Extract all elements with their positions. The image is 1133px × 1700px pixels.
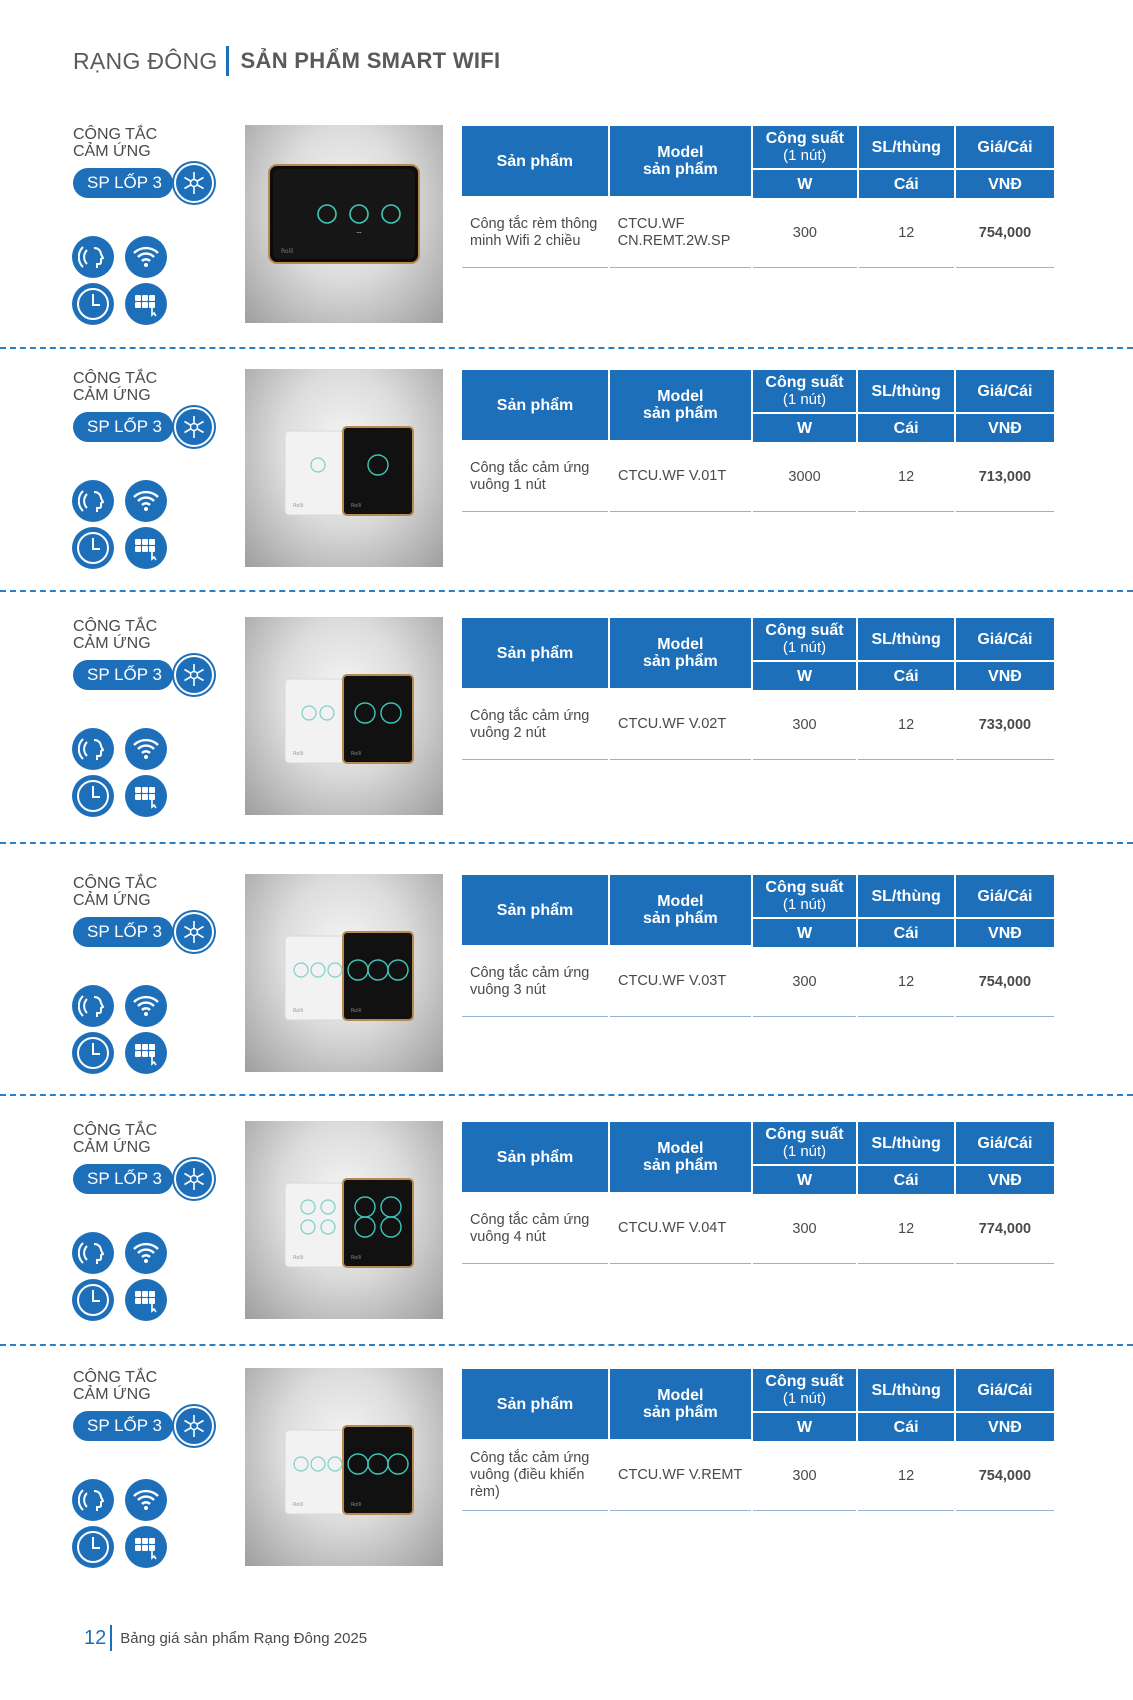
category-label: CÔNG TẮC CẢM ỨNG xyxy=(73,1369,158,1403)
unit-power: W xyxy=(753,414,857,442)
sp-layer-badge: SP LỐP 3 xyxy=(73,917,173,947)
product-block xyxy=(0,875,1133,1085)
snowflake-icon xyxy=(174,912,214,952)
table-row xyxy=(462,690,1054,760)
product-qty: 12 xyxy=(858,947,953,1017)
table-row xyxy=(462,1194,1054,1264)
footer-divider xyxy=(110,1625,112,1651)
product-block xyxy=(0,1122,1133,1332)
unit-price: VNĐ xyxy=(956,414,1054,442)
footer-text: Bảng giá sản phẩm Rạng Đông 2025 xyxy=(120,1629,368,1647)
app-grid-icon xyxy=(125,527,167,569)
col-model: Model sản phẩm xyxy=(610,126,752,198)
section-separator xyxy=(0,1094,1133,1096)
product-price: 774,000 xyxy=(956,1194,1054,1264)
unit-qty: Cái xyxy=(858,1413,953,1441)
product-model: CTCU.WF V.01T xyxy=(610,442,751,512)
product-name: Công tắc cảm ứng vuông 2 nút xyxy=(462,690,608,760)
col-price: Giá/Cái xyxy=(956,618,1054,662)
product-price: 713,000 xyxy=(956,442,1054,512)
col-product: Sản phẩm xyxy=(462,370,608,442)
product-model: CTCU.WF V.03T xyxy=(610,947,751,1017)
price-table xyxy=(460,1122,1056,1264)
col-qty: SL/thùng xyxy=(859,126,954,170)
col-product: Sản phẩm xyxy=(462,126,608,198)
col-product: Sản phẩm xyxy=(462,1122,608,1194)
product-power: 300 xyxy=(753,1441,857,1511)
app-grid-icon xyxy=(125,283,167,325)
table-row xyxy=(462,947,1054,1017)
product-name: Công tắc cảm ứng vuông 1 nút xyxy=(462,442,608,512)
product-price: 754,000 xyxy=(956,947,1054,1017)
col-price: Giá/Cái xyxy=(956,126,1054,170)
col-price: Giá/Cái xyxy=(956,875,1054,919)
unit-power: W xyxy=(753,662,857,690)
snowflake-icon xyxy=(174,407,214,447)
page-header xyxy=(73,46,500,76)
col-power: Công suất (1 nút) xyxy=(753,618,857,662)
table-row xyxy=(462,1441,1054,1511)
product-photo xyxy=(245,617,443,815)
svg-text:Rolli: Rolli xyxy=(351,1255,362,1261)
svg-text:Rolli: Rolli xyxy=(293,751,304,757)
col-price: Giá/Cái xyxy=(956,1369,1054,1413)
col-qty: SL/thùng xyxy=(858,875,953,919)
col-model: Model sản phẩm xyxy=(610,370,751,442)
product-model: CTCU.WF V.02T xyxy=(610,690,751,760)
wifi-icon xyxy=(125,236,167,278)
price-table xyxy=(460,1369,1056,1511)
category-label: CÔNG TẮC CẢM ỨNG xyxy=(73,126,158,160)
product-model: CTCU.WF CN.REMT.2W.SP xyxy=(610,198,752,268)
sp-layer-badge: SP LỐP 3 xyxy=(73,660,173,690)
col-model: Model sản phẩm xyxy=(610,618,751,690)
svg-text:Rolli: Rolli xyxy=(351,503,362,509)
voice-control-icon xyxy=(72,1232,114,1274)
product-block xyxy=(0,126,1133,336)
price-table xyxy=(460,126,1056,268)
product-price: 754,000 xyxy=(956,1441,1054,1511)
header-divider xyxy=(226,46,229,76)
category-label: CÔNG TẮC CẢM ỨNG xyxy=(73,1122,158,1156)
col-product: Sản phẩm xyxy=(462,875,608,947)
col-power: Công suất (1 nút) xyxy=(753,1122,857,1166)
col-model: Model sản phẩm xyxy=(610,1369,751,1441)
sp-layer-badge: SP LỐP 3 xyxy=(73,412,173,442)
unit-power: W xyxy=(753,170,857,198)
product-block xyxy=(0,618,1133,828)
col-qty: SL/thùng xyxy=(858,1122,953,1166)
wifi-icon xyxy=(125,985,167,1027)
svg-text:Rolli: Rolli xyxy=(293,1008,304,1014)
product-block xyxy=(0,1369,1133,1579)
col-power: Công suất (1 nút) xyxy=(753,875,857,919)
timer-clock-icon xyxy=(72,1032,114,1074)
brand-name: RẠNG ĐÔNG xyxy=(73,47,218,74)
voice-control-icon xyxy=(72,1479,114,1521)
svg-text:Rolli: Rolli xyxy=(351,1502,362,1508)
col-qty: SL/thùng xyxy=(858,370,953,414)
timer-clock-icon xyxy=(72,283,114,325)
snowflake-icon xyxy=(174,1406,214,1446)
product-name: Công tắc cảm ứng vuông 4 nút xyxy=(462,1194,608,1264)
col-model: Model sản phẩm xyxy=(610,875,751,947)
timer-clock-icon xyxy=(72,1526,114,1568)
col-qty: SL/thùng xyxy=(858,618,953,662)
timer-clock-icon xyxy=(72,1279,114,1321)
product-qty: 12 xyxy=(858,1441,953,1511)
svg-text:Rolli: Rolli xyxy=(293,1255,304,1261)
sp-layer-badge: SP LỐP 3 xyxy=(73,168,173,198)
category-label: CÔNG TẮC CẢM ỨNG xyxy=(73,618,158,652)
section-separator xyxy=(0,347,1133,349)
page-footer xyxy=(84,1624,367,1652)
product-model: CTCU.WF V.04T xyxy=(610,1194,751,1264)
product-power: 300 xyxy=(753,947,857,1017)
section-separator xyxy=(0,1344,1133,1346)
section-separator xyxy=(0,590,1133,592)
unit-qty: Cái xyxy=(858,414,953,442)
unit-qty: Cái xyxy=(858,1166,953,1194)
svg-text:Rolli: Rolli xyxy=(281,248,294,255)
product-name: Công tắc cảm ứng vuông 3 nút xyxy=(462,947,608,1017)
product-power: 300 xyxy=(753,198,857,268)
app-grid-icon xyxy=(125,1032,167,1074)
table-row xyxy=(462,442,1054,512)
col-power: Công suất (1 nút) xyxy=(753,126,857,170)
svg-text:Rolli: Rolli xyxy=(293,503,304,509)
product-power: 300 xyxy=(753,1194,857,1264)
product-photo xyxy=(245,874,443,1072)
unit-price: VNĐ xyxy=(956,919,1054,947)
price-table xyxy=(460,370,1056,512)
page-number: 12 xyxy=(84,1626,107,1649)
snowflake-icon xyxy=(174,1159,214,1199)
category-label: CÔNG TẮC CẢM ỨNG xyxy=(73,370,158,404)
sp-layer-badge: SP LỐP 3 xyxy=(73,1411,173,1441)
snowflake-icon xyxy=(174,163,214,203)
voice-control-icon xyxy=(72,480,114,522)
col-price: Giá/Cái xyxy=(956,370,1054,414)
app-grid-icon xyxy=(125,775,167,817)
unit-price: VNĐ xyxy=(956,1166,1054,1194)
unit-power: W xyxy=(753,1166,857,1194)
wifi-icon xyxy=(125,480,167,522)
voice-control-icon xyxy=(72,985,114,1027)
product-power: 3000 xyxy=(753,442,857,512)
svg-text:Rolli: Rolli xyxy=(351,1008,362,1014)
section-separator xyxy=(0,842,1133,844)
timer-clock-icon xyxy=(72,527,114,569)
voice-control-icon xyxy=(72,728,114,770)
voice-control-icon xyxy=(72,236,114,278)
wifi-icon xyxy=(125,728,167,770)
category-label: CÔNG TẮC CẢM ỨNG xyxy=(73,875,158,909)
svg-text:Rolli: Rolli xyxy=(351,751,362,757)
app-grid-icon xyxy=(125,1279,167,1321)
unit-qty: Cái xyxy=(858,662,953,690)
unit-power: W xyxy=(753,919,857,947)
col-product: Sản phẩm xyxy=(462,1369,608,1441)
unit-price: VNĐ xyxy=(956,170,1054,198)
wifi-icon xyxy=(125,1232,167,1274)
col-power: Công suất (1 nút) xyxy=(753,1369,857,1413)
wifi-icon xyxy=(125,1479,167,1521)
col-model: Model sản phẩm xyxy=(610,1122,751,1194)
product-qty: 12 xyxy=(858,1194,953,1264)
product-qty: 12 xyxy=(858,442,953,512)
product-block xyxy=(0,370,1133,580)
unit-price: VNĐ xyxy=(956,662,1054,690)
col-qty: SL/thùng xyxy=(858,1369,953,1413)
product-power: 300 xyxy=(753,690,857,760)
price-table xyxy=(460,875,1056,1017)
unit-price: VNĐ xyxy=(956,1413,1054,1441)
product-price: 733,000 xyxy=(956,690,1054,760)
table-row xyxy=(462,198,1054,268)
svg-text:⌔: ⌔ xyxy=(355,230,363,239)
unit-qty: Cái xyxy=(858,919,953,947)
product-qty: 12 xyxy=(859,198,954,268)
product-name: Công tắc cảm ứng vuông (điều khiển rèm) xyxy=(462,1441,608,1511)
col-power: Công suất (1 nút) xyxy=(753,370,857,414)
product-photo xyxy=(245,369,443,567)
price-table xyxy=(460,618,1056,760)
product-photo xyxy=(245,125,443,323)
sp-layer-badge: SP LỐP 3 xyxy=(73,1164,173,1194)
product-photo xyxy=(245,1368,443,1566)
timer-clock-icon xyxy=(72,775,114,817)
col-product: Sản phẩm xyxy=(462,618,608,690)
product-name: Công tắc rèm thông minh Wifi 2 chiều xyxy=(462,198,608,268)
product-model: CTCU.WF V.REMT xyxy=(610,1441,751,1511)
product-qty: 12 xyxy=(858,690,953,760)
app-grid-icon xyxy=(125,1526,167,1568)
unit-qty: Cái xyxy=(859,170,954,198)
col-price: Giá/Cái xyxy=(956,1122,1054,1166)
product-photo xyxy=(245,1121,443,1319)
svg-text:Rolli: Rolli xyxy=(293,1502,304,1508)
product-price: 754,000 xyxy=(956,198,1054,268)
section-title: SẢN PHẨM SMART WIFI xyxy=(240,48,501,73)
unit-power: W xyxy=(753,1413,857,1441)
snowflake-icon xyxy=(174,655,214,695)
